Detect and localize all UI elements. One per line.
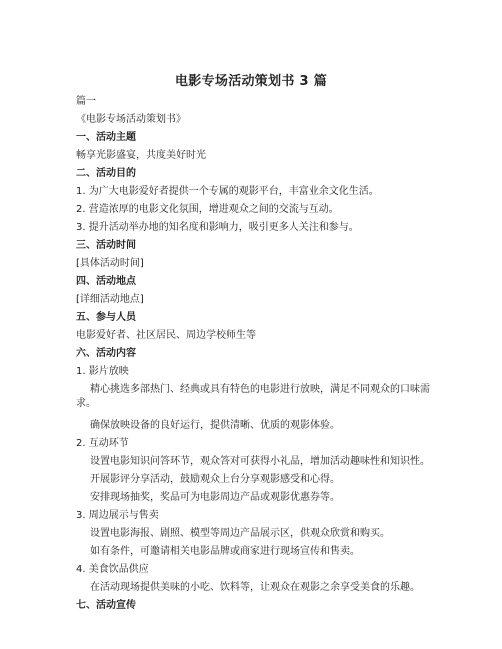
section-text-location: [详细活动地点]	[76, 294, 144, 305]
section-heading-theme: 一、活动主题	[76, 132, 136, 143]
section-heading-content: 六、活动内容	[76, 348, 136, 359]
content-item-1-para-2: 确保放映设备的良好运行，提供清晰、优质的观影体验。	[90, 420, 340, 431]
section-text-participants: 电影爱好者、社区居民、周边学校师生等	[76, 330, 256, 341]
purpose-item-2: 2. 营造浓厚的电影文化氛围，增进观众之间的交流与互动。	[76, 204, 339, 215]
content-item-2-title: 2. 互动环节	[76, 438, 129, 449]
content-item-3-title: 3. 周边展示与售卖	[76, 510, 159, 521]
purpose-item-3: 3. 提升活动举办地的知名度和影响力，吸引更多人关注和参与。	[76, 222, 359, 233]
section-text-time: [具体活动时间]	[76, 258, 144, 269]
content-item-2-para-2: 开展影评分享活动，鼓励观众上台分享观影感受和心得。	[90, 474, 340, 485]
purpose-item-1: 1. 为广大电影爱好者提供一个专属的观影平台，丰富业余文化生活。	[76, 186, 379, 197]
content-item-3-para-2: 如有条件，可邀请相关电影品牌或商家进行现场宣传和售卖。	[90, 546, 360, 557]
section-heading-participants: 五、参与人员	[76, 312, 136, 323]
document-title: 电影专场活动策划书 3 篇	[175, 74, 327, 89]
content-item-1-title: 1. 影片放映	[76, 366, 129, 377]
part-label: 篇一	[76, 96, 96, 107]
content-item-2-para-3: 安排现场抽奖，奖品可为电影周边产品或观影优惠券等。	[90, 492, 340, 503]
content-item-4-para-1: 在活动现场提供美味的小吃、饮料等，让观众在观影之余享受美食的乐趣。	[90, 582, 420, 593]
content-item-1-para-1: 精心挑选多部热门、经典或具有特色的电影进行放映，满足不同观众的口味需求。	[76, 384, 430, 409]
section-heading-purpose: 二、活动目的	[76, 168, 136, 179]
section-heading-promotion: 七、活动宣传	[76, 600, 136, 611]
content-item-2-para-1: 设置电影知识问答环节，观众答对可获得小礼品，增加活动趣味性和知识性。	[90, 456, 430, 467]
content-item-4-title: 4. 美食饮品供应	[76, 564, 149, 575]
content-item-3-para-1: 设置电影海报、剧照、模型等周边产品展示区，供观众欣赏和购买。	[90, 528, 390, 539]
book-title: 《电影专场活动策划书》	[76, 114, 186, 125]
section-heading-time: 三、活动时间	[76, 240, 136, 251]
section-heading-location: 四、活动地点	[76, 276, 136, 287]
section-text-theme: 畅享光影盛宴，共度美好时光	[76, 150, 206, 161]
